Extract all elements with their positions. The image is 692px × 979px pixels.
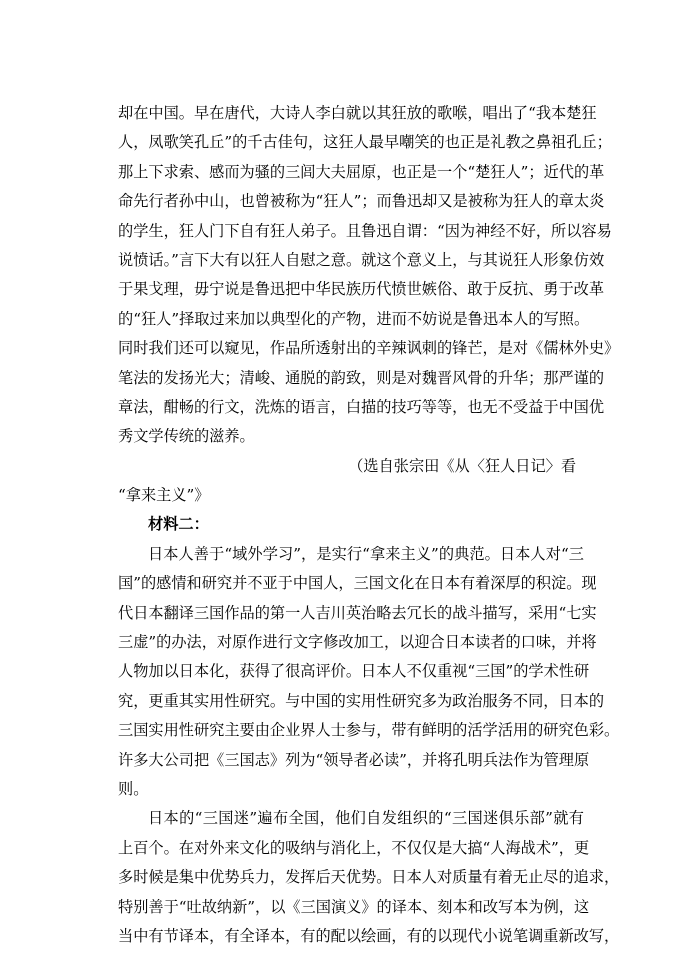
text-line: 的“狂人”择取过来加以典型化的产物，进而不妨说是鲁迅本人的写照。 (118, 309, 590, 328)
text-line: 国”的感情和研究并不亚于中国人，三国文化在日本有着深厚的积淀。现 (118, 574, 597, 593)
text-line: 则。 (118, 779, 149, 798)
text-line: 人物加以日本化，获得了很高评价。日本人不仅重视“三国”的学术性研 (118, 662, 590, 681)
text-line: 章法，酣畅的行文，洗炼的语言，白描的技巧等等，也无不受益于中国优 (118, 397, 604, 416)
material-one-paragraph (118, 99, 620, 452)
text-line: 却在中国。早在唐代，大诗人李白就以其狂放的歌喉，唱出了“我本楚狂 (118, 104, 597, 122)
text-line: 笔法的发扬光大；清峻、通脱的韵致，则是对魏晋风骨的升华；那严谨的 (118, 368, 604, 387)
material-two-paragraph-1 (118, 540, 620, 805)
text-line: 说愤话。”言下大有以狂人自慰之意。就这个意义上，与其说狂人形象仿效 (118, 250, 605, 269)
text-line: 当中有节译本，有全译本，有的配以绘画，有的以现代小说笔调重新改写， (118, 926, 620, 945)
text-line: 许多大公司把《三国志》列为“领导者必读”，并将孔明兵法作为管理原 (118, 750, 590, 769)
text-line: 同时我们还可以窥见，作品所透射出的辛辣讽刺的锋芒，是对《儒林外史》 (118, 339, 620, 358)
text-line: 那上下求索、感而为骚的三闾大夫屈原，也正是一个“楚狂人”；近代的革 (118, 162, 605, 181)
text-line: 特别善于“吐故纳新”，以《三国演义》的译本、刻本和改写本为例，这 (118, 897, 590, 916)
text-line: 多时候是集中优势兵力，发挥后天优势。日本人对质量有着无止尽的追求， (118, 868, 620, 887)
text-line: 命先行者孙中山，也曾被称为“狂人”；而鲁迅却又是被称为狂人的章太炎 (118, 192, 605, 211)
text-line: 三国实用性研究主要由企业界人士参与，带有鲜明的活学活用的研究色彩。 (118, 721, 620, 740)
text-line: 日本人善于“域外学习”，是实行“拿来主义”的典范。日本人对“三 (148, 544, 584, 563)
text-line: 代日本翻译三国作品的第一人吉川英治略去冗长的战斗描写，采用“七实 (118, 603, 597, 622)
text-line: 上百个。在对外来文化的吸纳与消化上，不仅仅是大搞“人海战术”，更 (118, 838, 590, 857)
material-two-paragraph-2 (118, 804, 620, 951)
text-line: 究，更重其实用性研究。与中国的实用性研究多为政治服务不同，日本的 (118, 691, 604, 710)
text-line: 秀文学传统的滋养。 (118, 427, 255, 446)
text-line: 日本的“三国迷”遍布全国，他们自发组织的“三国迷俱乐部”就有 (148, 809, 584, 828)
document-page (118, 99, 620, 951)
text-line: 人，凤歌笑孔丘”的千古佳句，这狂人最早嘲笑的也正是礼教之鼻祖孔丘； (118, 133, 612, 152)
source-citation-continued: “拿来主义”》 (118, 486, 210, 505)
text-line: 的学生，狂人门下自有狂人弟子。且鲁迅自谓：“因为神经不好，所以容易 (118, 221, 612, 240)
source-citation: （选自张宗田《从〈狂人日记〉看 (348, 456, 576, 475)
text-line: 三虚”的办法，对原作进行文字修改加工，以迎合日本读者的口味，并将 (118, 633, 597, 652)
section-heading: 材料二： (148, 515, 209, 534)
text-line: 于果戈理，毋宁说是鲁迅把中华民族历代愤世嫉俗、敢于反抗、勇于改革 (118, 280, 604, 299)
